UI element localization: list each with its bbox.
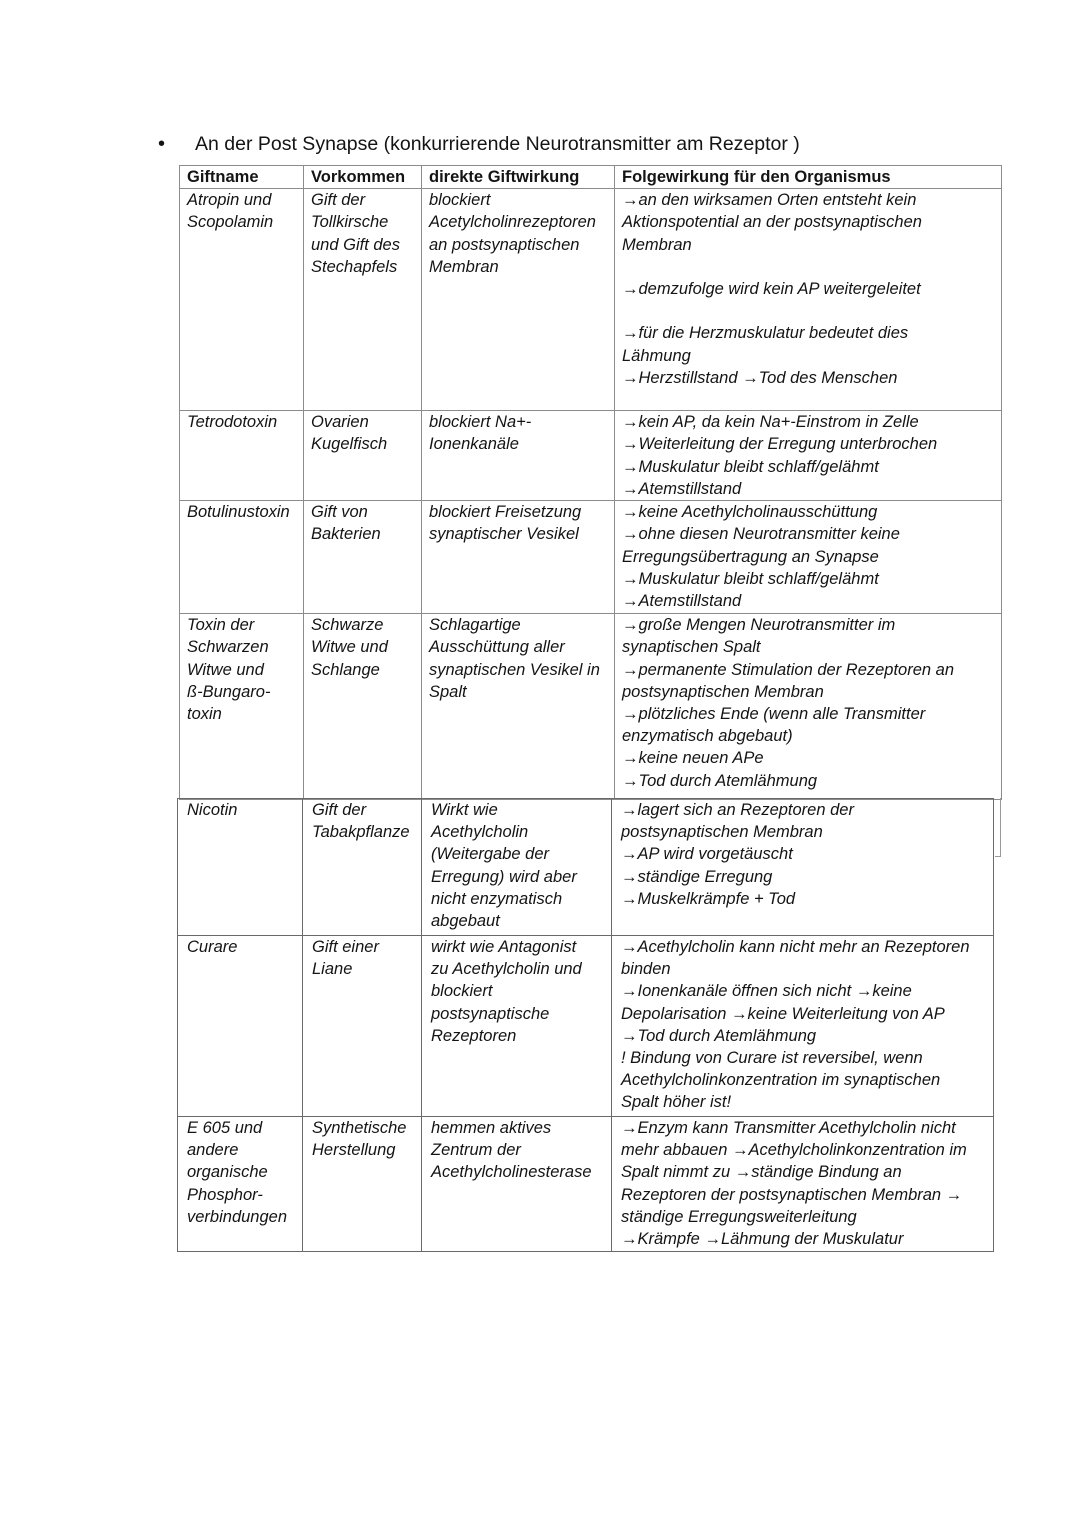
vorkommen-cell: Gift der Tabakpflanze [303, 799, 422, 936]
section-heading: An der Post Synapse (konkurrierende Neurotransmitter am Rezeptor ) [195, 133, 800, 155]
direkte-giftwirkung-cell: blockiert Acetylcholinrezeptoren an postsynaptischen Membran [422, 189, 615, 411]
vorkommen-cell: Gift von Bakterien [304, 501, 422, 614]
header-vorkommen: Vorkommen [304, 166, 422, 189]
folgewirkung-cell: →Acethylcholin kann nicht mehr an Rezeptoren binden →Ionenkanäle öffnen sich nicht →keine Depolarisation →keine Weiterleitung von AP →Tod durch Atemlähmung ! Bindung von Curare ist reversibel, wenn Acethylcholinkonzentration im synaptischen Spalt höher ist! [612, 936, 994, 1117]
giftname-cell: Nicotin [178, 799, 303, 936]
direkte-giftwirkung-cell: blockiert Na+- Ionenkanäle [422, 411, 615, 501]
poison-table-lower [177, 798, 994, 1252]
header-giftname: Giftname [180, 166, 304, 189]
direkte-giftwirkung-cell: Schlagartige Ausschüttung aller synaptischen Vesikel in Spalt [422, 614, 615, 800]
vorkommen-cell: Schwarze Witwe und Schlange [304, 614, 422, 800]
giftname-cell: Toxin der Schwarzen Witwe und ß-Bungaro- toxin [180, 614, 304, 800]
table-row [178, 799, 994, 936]
poison-table-upper [179, 165, 1002, 800]
table-row [180, 501, 1002, 614]
table-row [180, 189, 1002, 411]
giftname-cell: E 605 und andere organische Phosphor- verbindungen [178, 1117, 303, 1252]
table-border-fragment [1000, 798, 1001, 857]
folgewirkung-cell: →kein AP, da kein Na+-Einstrom in Zelle →Weiterleitung der Erregung unterbrochen →Muskulatur bleibt schlaff/gelähmt →Atemstillstand [615, 411, 1002, 501]
vorkommen-cell: Synthetische Herstellung [303, 1117, 422, 1252]
direkte-giftwirkung-cell: hemmen aktives Zentrum der Acethylcholinesterase [422, 1117, 612, 1252]
giftname-cell: Curare [178, 936, 303, 1117]
table-row [180, 411, 1002, 501]
giftname-cell: Atropin und Scopolamin [180, 189, 304, 411]
vorkommen-cell: Gift der Tollkirsche und Gift des Stechapfels [304, 189, 422, 411]
table-header-row [180, 166, 1002, 189]
folgewirkung-cell: →an den wirksamen Orten entsteht kein Aktionspotential an der postsynaptischen Membran →demzufolge wird kein AP weitergeleitet →für die Herzmuskulatur bedeutet dies Lähmung →Herzstillstand →Tod des Menschen [615, 189, 1002, 411]
direkte-giftwirkung-cell: wirkt wie Antagonist zu Acethylcholin und blockiert postsynaptische Rezeptoren [422, 936, 612, 1117]
table-row [180, 614, 1002, 800]
header-folgewirkung: Folgewirkung für den Organismus [615, 166, 1002, 189]
direkte-giftwirkung-cell: blockiert Freisetzung synaptischer Vesikel [422, 501, 615, 614]
vorkommen-cell: Ovarien Kugelfisch [304, 411, 422, 501]
header-direkte-giftwirkung: direkte Giftwirkung [422, 166, 615, 189]
table-border-tick [995, 856, 1001, 857]
folgewirkung-cell: →Enzym kann Transmitter Acethylcholin nicht mehr abbauen →Acethylcholinkonzentration im Spalt nimmt zu →ständige Bindung an Rezeptoren der postsynaptischen Membran → ständige Erregungsweiterleitung →Krämpfe →Lähmung der Muskulatur [612, 1117, 994, 1252]
table-row [178, 936, 994, 1117]
folgewirkung-cell: →keine Acethylcholinausschüttung →ohne diesen Neurotransmitter keine Erregungsübertragung an Synapse →Muskulatur bleibt schlaff/gelähmt →Atemstillstand [615, 501, 1002, 614]
folgewirkung-cell: →große Mengen Neurotransmitter im synaptischen Spalt →permanente Stimulation der Rezeptoren an postsynaptischen Membran →plötzliches Ende (wenn alle Transmitter enzymatisch abgebaut) →keine neuen APe →Tod durch Atemlähmung [615, 614, 1002, 800]
table-row [178, 1117, 994, 1252]
folgewirkung-cell: →lagert sich an Rezeptoren der postsynaptischen Membran →AP wird vorgetäuscht →ständige Erregung →Muskelkrämpfe + Tod [612, 799, 994, 936]
giftname-cell: Tetrodotoxin [180, 411, 304, 501]
vorkommen-cell: Gift einer Liane [303, 936, 422, 1117]
giftname-cell: Botulinustoxin [180, 501, 304, 614]
bullet-point: • [158, 133, 166, 155]
direkte-giftwirkung-cell: Wirkt wie Acethylcholin (Weitergabe der Erregung) wird aber nicht enzymatisch abgebaut [422, 799, 612, 936]
